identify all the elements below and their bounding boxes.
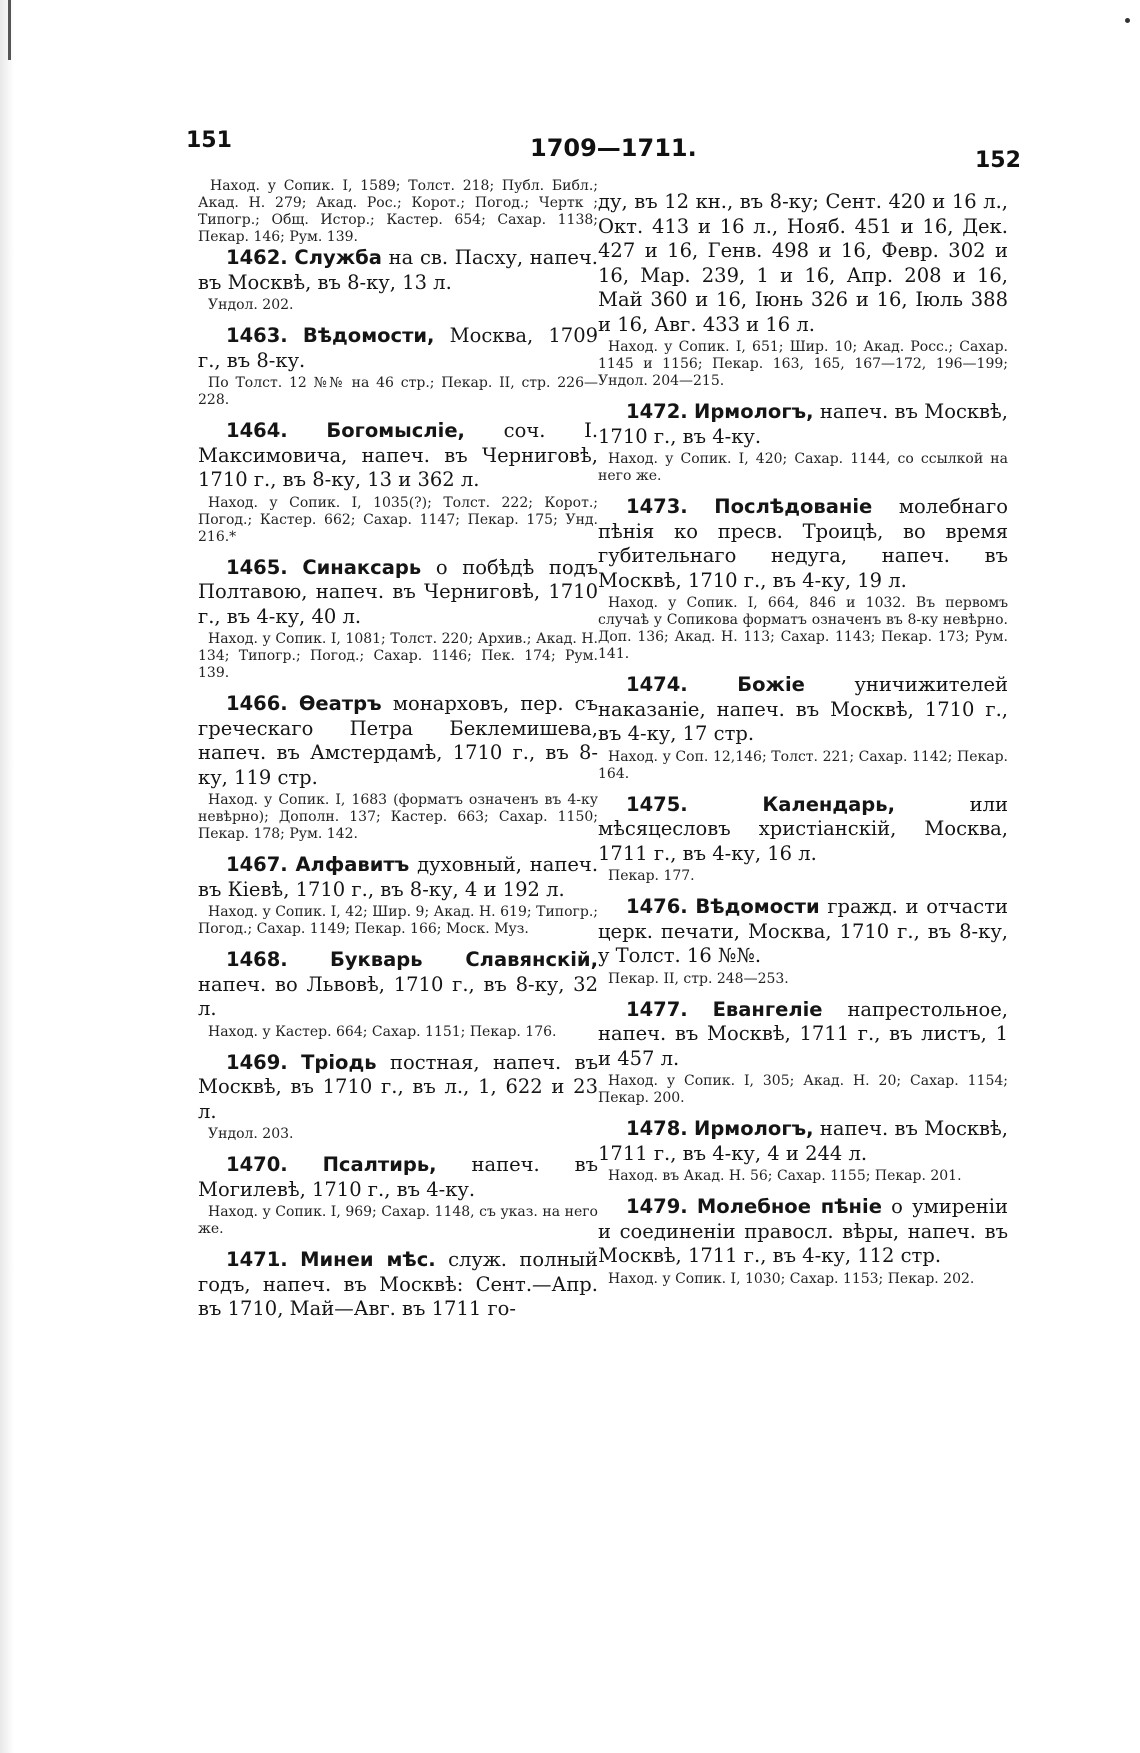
entry-title: Псалтирь, <box>322 1153 437 1176</box>
entry-number: 1462. <box>226 246 288 269</box>
entry-text: молебнаго пѣнія ко пресв. Троицѣ, во время губительнаго недуга, напеч. въ Москвѣ, 1710 г., въ 4-ку, 19 л. <box>598 495 1008 592</box>
entry-text: постная, напеч. въ Москвѣ, въ 1710 г., въ л., 1, 622 и 23 л. <box>198 1050 598 1123</box>
scan-edge <box>0 0 14 1753</box>
left-column <box>198 178 598 1332</box>
entry-title: Молебное пѣніе <box>696 1195 882 1218</box>
scan-mark <box>8 0 11 60</box>
entry-title: Минеи мѣс. <box>300 1248 436 1271</box>
entry-1462 <box>198 246 598 314</box>
entry-number: 1471. <box>226 1248 288 1271</box>
entry-refs: Наход. у Сопик. I, 1030; Сахар. 1153; Пекар. 202. <box>608 1270 975 1287</box>
entry-number: 1466. <box>226 692 288 715</box>
entry-number: 1473. <box>626 495 688 518</box>
entry-text: напеч. въ Москвѣ, 1710 г., въ 4-ку. <box>598 400 1008 448</box>
entry-number: 1472. <box>626 400 688 423</box>
entry-title: Ирмологъ, <box>694 400 814 423</box>
entry-refs: Наход. у Сопик. I, 969; Сахар. 1148, съ указ. на него же. <box>198 1204 598 1237</box>
entry-refs: Наход. у Сопик. I, 1683 (форматъ означенъ въ 4-ку невѣрно); Дополн. 137; Кастер. 663; Сахар. 1150; Пекар. 178; Рум. 142. <box>198 792 598 842</box>
entry-title: Послѣдованіе <box>714 495 873 518</box>
entry-title: Служба <box>294 246 382 269</box>
entry-1478 <box>598 1117 1008 1185</box>
entry-text: напеч. въ Москвѣ, 1711 г., въ 4-ку, 4 и 244 л. <box>598 1117 1008 1165</box>
entry-number: 1464. <box>226 419 288 442</box>
entry-title: Богомысліе, <box>326 419 465 442</box>
entry-text: о побѣдѣ подъ Полтавою, напеч. въ Черниговѣ, 1710 г., въ 4-ку, 40 л. <box>198 555 598 628</box>
entry-number: 1476. <box>626 895 688 918</box>
entry-1479 <box>598 1195 1008 1288</box>
entry-1472 <box>598 400 1008 485</box>
entry-title: Календарь, <box>762 792 895 816</box>
entry-refs: Наход. у Сопик. I, 651; Шир. 10; Акад. Росс.; Сахар. 1145 и 1156; Пекар. 163, 165, 167—172, 196—199; Ундол. 204—215. <box>598 339 1008 389</box>
entry-text: Москва, 1709 г., въ 8-ку. <box>198 324 599 372</box>
entry-1465 <box>198 556 598 683</box>
entry-number: 1467. <box>226 853 288 876</box>
entry-number: 1474. <box>626 673 688 696</box>
entry-text: соч. I. Максимовича, напеч. въ Черниговѣ, 1710 г., въ 8-ку, 13 и 362 л. <box>198 419 599 491</box>
entry-text: на св. Пасху, напеч. въ Москвѣ, въ 8-ку, 13 л. <box>198 246 599 294</box>
entry-1474 <box>598 673 1008 783</box>
entry-number: 1470. <box>226 1153 288 1176</box>
entry-title: Вѣдомости, <box>302 324 435 347</box>
entry-refs: Пекар. 177. <box>608 868 695 884</box>
entry-refs: Наход. у Сопик. I, 420; Сахар. 1144, со ссылкой на него же. <box>598 451 1008 484</box>
entry-1471-continued <box>598 190 1008 390</box>
scan-dot <box>1125 18 1130 23</box>
entry-title: Алфавитъ <box>295 853 410 876</box>
entry-refs: Наход. у Сопик. I, 664, 846 и 1032. Въ первомъ случаѣ у Сопикова форматъ означенъ въ 8-ку невѣрно. Доп. 136; Акад. Н. 113; Сахар. 1143; Пекар. 173; Рум. 141. <box>598 595 1008 662</box>
entry-refs: Наход. у Сопик. I, 305; Акад. Н. 20; Сахар. 1154; Пекар. 200. <box>598 1073 1008 1106</box>
entry-text: напеч. во Львовѣ, 1710 г., въ 8-ку, 32 л. <box>198 972 598 1020</box>
entry-1466 <box>198 692 598 843</box>
entry-1476 <box>598 895 1008 988</box>
entry-number: 1465. <box>226 555 288 579</box>
entry-title: Букварь Славянскій, <box>329 948 598 971</box>
page-number-left: 151 <box>186 128 232 153</box>
entry-title: Ирмологъ, <box>694 1117 814 1140</box>
entry-refs: Наход. у Соп. 12,146; Толст. 221; Сахар. 1142; Пекар. 164. <box>598 748 1008 782</box>
entry-1464 <box>198 419 598 546</box>
entry-title: Вѣдомости <box>695 895 820 918</box>
entry-text: или мѣсяцесловъ христіанскій, Москва, 1711 г., въ 4-ку, 16 л. <box>598 792 1009 865</box>
running-head-years: 1709—1711. <box>530 134 697 162</box>
entry-number: 1479. <box>626 1195 688 1218</box>
entry-1463 <box>198 324 598 409</box>
entry-refs: По Толст. 12 №№ на 46 стр.; Пекар. II, стр. 226—228. <box>198 375 598 408</box>
entry-text: монарховъ, пер. съ греческаго Петра Беклемишева, напеч. въ Амстердамѣ, 1710 г., въ 8-ку, 119 стр. <box>198 692 598 789</box>
right-column <box>598 190 1008 1298</box>
entry-1473 <box>598 495 1008 663</box>
entry-number: 1475. <box>626 792 688 816</box>
entry-1467 <box>198 853 598 938</box>
entry-refs: Наход. у Кастер. 664; Сахар. 1151; Пекар. 176. <box>208 1023 557 1040</box>
entry-title: Евангеліе <box>712 997 823 1021</box>
entry-number: 1469. <box>226 1050 288 1074</box>
entry-title: Божіе <box>737 673 805 696</box>
entry-text: напеч. въ Могилевѣ, 1710 г., въ 4-ку. <box>198 1153 599 1201</box>
entry-title: Ѳеатръ <box>298 692 382 715</box>
entry-number: 1463. <box>226 324 288 347</box>
entry-number: 1478. <box>626 1117 688 1140</box>
entry-number: 1477. <box>626 997 688 1021</box>
entry-refs: Наход. у Сопик. I, 1081; Толст. 220; Архив.; Акад. Н. 134; Типогр.; Погод.; Сахар. 1146; Пек. 174; Рум. 139. <box>198 631 598 681</box>
entry-number: 1468. <box>226 948 288 971</box>
entry-text: уничижителей наказаніе, напеч. въ Москвѣ, 1710 г., въ 4-ку, 17 стр. <box>598 673 1008 745</box>
entry-refs: Пекар. II, стр. 248—253. <box>608 970 789 987</box>
entry-1470 <box>198 1153 598 1238</box>
entry-refs: Ундол. 202. <box>208 297 294 313</box>
entry-text: о умиреніи и соединеніи правосл. вѣры, напеч. въ Москвѣ, 1711 г., въ 4-ку, 112 стр. <box>598 1195 1008 1267</box>
entry-refs: Наход. у Сопик. I, 1035(?); Толст. 222; Корот.; Погод.; Кастер. 662; Сахар. 1147; Пекар. 175; Унд. 216.* <box>198 494 598 545</box>
entry-1477 <box>598 998 1008 1108</box>
entry-title: Тріодь <box>301 1050 377 1074</box>
entry-1468 <box>198 948 598 1041</box>
entry-1471 <box>198 1248 598 1322</box>
page-number-right: 152 <box>975 148 1021 173</box>
entry-text: напрестольное, напеч. въ Москвѣ, 1711 г., въ листъ, 1 и 457 л. <box>598 997 1009 1070</box>
entry-text: служ. полный годъ, напеч. въ Москвѣ: Сент.—Апр. въ 1710, Май—Авг. въ 1711 го- <box>198 1248 598 1320</box>
entry-title: Синаксарь <box>302 555 422 579</box>
entry-refs: Наход. у Сопик. I, 42; Шир. 9; Акад. Н. 619; Типогр.; Погод.; Сахар. 1149; Пекар. 166; Моск. Муз. <box>198 904 598 937</box>
entry-text-continued: ду, въ 12 кн., въ 8-ку; Сент. 420 и 16 л., Окт. 413 и 16 л., Нояб. 451 и 16, Дек. 427 и 16, Генв. 498 и 16, Февр. 302 и 16, Мар. 239, 1 и 16, Апр. 208 и 16, Май 360 и 16, Іюнь 326 и 16, Іюль 388 и 16, Авг. 433 и 16 л. <box>598 190 1008 336</box>
entry-refs: Наход. въ Акад. Н. 56; Сахар. 1155; Пекар. 201. <box>608 1168 962 1184</box>
entry-1469 <box>198 1051 598 1144</box>
entry-refs: Ундол. 203. <box>208 1126 294 1142</box>
entry-1475 <box>598 793 1008 886</box>
entry-text: гражд. и отчасти церк. печати, Москва, 1710 г., въ 8-ку, у Толст. 16 №№. <box>598 895 1008 967</box>
entry-text: духовный, напеч. въ Кіевѣ, 1710 г., въ 8-ку, 4 и 192 л. <box>198 853 599 901</box>
entry-refs-continued: Наход. у Сопик. I, 1589; Толст. 218; Публ. Библ.; Акад. Н. 279; Акад. Рос.; Корот.; Погод.; Чертк ; Типогр.; Общ. Истор.; Кастер. 654; Сахар. 1138; Пекар. 146; Рум. 139. <box>198 178 598 245</box>
